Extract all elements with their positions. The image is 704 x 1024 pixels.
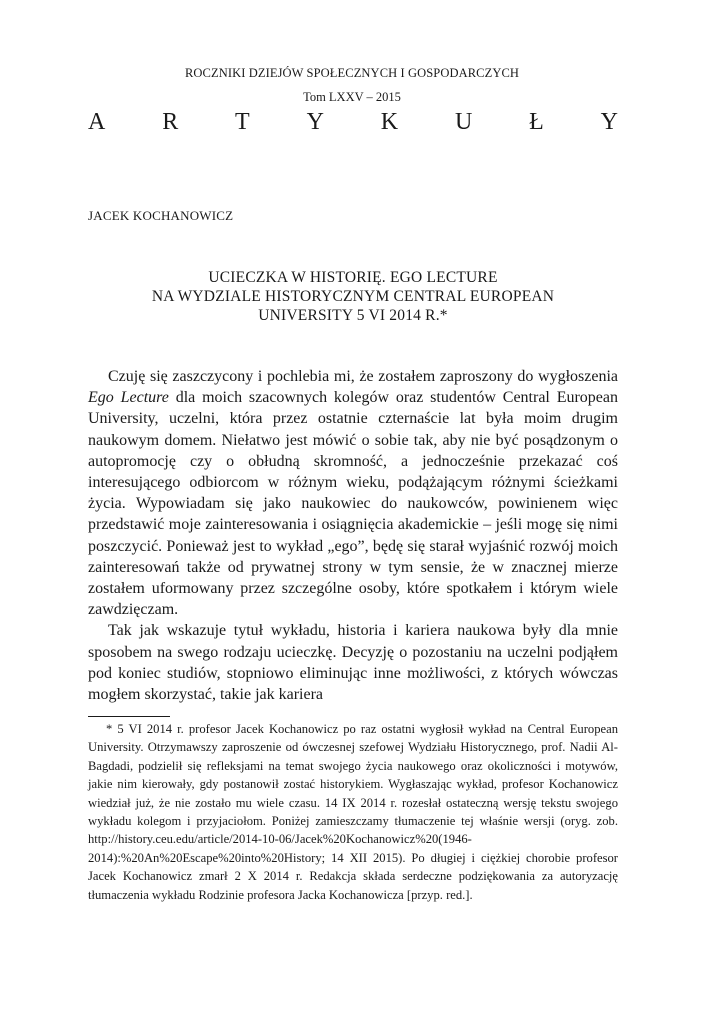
section-letter: A — [88, 109, 106, 135]
section-letter: Y — [600, 109, 618, 135]
section-letter: K — [380, 109, 399, 135]
article-body — [88, 366, 618, 705]
paragraph-text: dla moich szacownych kolegów oraz studentów Central European University, uczelni, która przez ostatnie czternaście lat była moim drugim naukowym domem. Niełatwo jest mówić o sobie tak, aby nie być posądzonym o autopromocję czy o obłudną skromność, a jednocześnie przekazać coś interesującego odbiorcom w różnym wieku, podążającym różnymi ścieżkami życia. Wypowiadam się jako naukowiec do naukowców, powinienem więc przedstawić moje zainteresowania i osiągnięcia akademickie – jeśli mogę się nimi poszczycić. Ponieważ jest to wykład „ego”, będę się starał wyjaśnić rozwój moich zainteresowań także od prywatnej strony w tym sensie, że w znacznej mierze zostałem uformowany przez szczególne osoby, które spotkałem i którym wiele zawdzięczam. — [88, 389, 619, 619]
title-line: NA WYDZIALE HISTORYCZNYM CENTRAL EUROPEAN — [151, 288, 555, 305]
author-name: JACEK KOCHANOWICZ — [88, 208, 234, 223]
section-heading — [88, 108, 618, 136]
paragraph — [88, 366, 618, 620]
section-letter: T — [235, 109, 250, 135]
paragraph-text: Czuję się zaszczycony i pochlebia mi, że zostałem zaproszony do wygłoszenia — [108, 368, 618, 385]
footnote: * 5 VI 2014 r. profesor Jacek Kochanowicz po raz ostatni wygłosił wykład na Central European University. Otrzymawszy zaproszenie od ówczesnej szefowej Wydziału Historycznego, prof. Nadii Al-Bagdadi, podzielił się refleksjami na temat swojego życia naukowego oraz okoliczności i motywów, jakie nim kierowały, gdy postanowił zostać historykiem. Wygłaszając wykład, profesor Kochanowicz wiedział już, że nie zostało mu wiele czasu. 14 IX 2014 r. rozesłał ostateczną wersję tekstu swojego wykładu kolegom i przyjaciołom. Poniżej zamieszczamy tłumaczenie tej właśnie wersji (oryg. zob. http://history.ceu.edu/article/2014-10-06/Jacek%20Kochanowicz%20(1946-2014):%20An%20Escape%20into%20History; 14 XII 2015). Po długiej i ciężkiej chorobie profesor Jacek Kochanowicz zmarł 2 X 2014 r. Redakcja składa serdeczne podziękowania za autoryzację tłumaczenia wykładu Rodzinie profesora Jacka Kochanowicza [przyp. red.]. — [88, 722, 618, 902]
section-letter: Y — [306, 109, 324, 135]
paragraph: Tak jak wskazuje tytuł wykładu, historia i kariera naukowa były dla mnie sposobem na swego rodzaju ucieczkę. Decyzję o pozostaniu na uczelni podjąłem pod koniec studiów, stopniowo eliminując inne możliwości, z których wówczas mogłem skorzystać, takie jak kariera — [88, 622, 618, 704]
journal-title: ROCZNIKI DZIEJÓW SPOŁECZNYCH I GOSPODARCZYCH — [184, 66, 520, 80]
footnote-rule — [88, 716, 170, 717]
volume-info: Tom LXXV – 2015 — [303, 90, 401, 104]
article-title — [88, 268, 618, 325]
title-line: UNIVERSITY 5 VI 2014 R.* — [258, 307, 448, 324]
title-line: UCIECZKA W HISTORIĘ. EGO LECTURE — [208, 269, 498, 286]
section-letter: Ł — [529, 109, 544, 135]
italic-phrase: Ego Lecture — [88, 389, 169, 407]
section-letter: R — [162, 109, 179, 135]
section-letter: U — [454, 109, 473, 135]
